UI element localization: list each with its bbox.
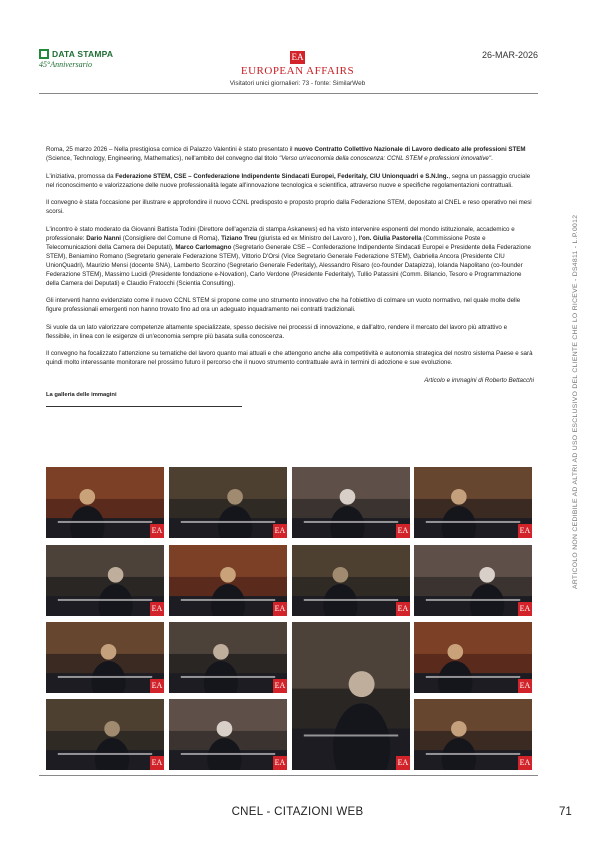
- article-paragraph-4: [46, 225, 534, 288]
- article-paragraph-7: Il convegno ha focalizzato l'attenzione su tematiche del lavoro quanto mai attuali e che attengono anche alla competitività e autonomia strategica del nostro sistema Paese e sarà quindi molto interessante monitorare nel prossimo futuro il percorso che il nuovo strumento contrattuale avrà in termini di adozione e sue evoluzione.: [46, 350, 533, 366]
- header-divider: [39, 93, 538, 94]
- p2-text-2: , segna un passaggio cruciale nel riconoscimento e valorizzazione delle nuove professionalità legate all'innovazione tecnologica e scientifica, attraverso nuove e specifiche regolamentazioni contrattuali.: [46, 172, 531, 189]
- gallery-photo[interactable]: [292, 622, 410, 770]
- gallery-photo[interactable]: [46, 699, 164, 770]
- p4-text-1: L'incontro è stato moderato da Giovanni Battista Todini (Direttore dell'agenzia di stampa Askanews) ed ha visto intervenire esponenti del mondo istituzionale, accademico e professionale:: [46, 225, 515, 242]
- gallery-photo[interactable]: [414, 467, 532, 538]
- publication-name: EUROPEAN AFFAIRS: [240, 65, 355, 77]
- photo-ea-badge: EA: [518, 602, 532, 616]
- article-paragraph-5: Gli interventi hanno evidenziato come il nuovo CCNL STEM si propone come uno strumento innovativo che ha l'obiettivo di colmare un vuoto normativo, nel quale molte delle figure professionali emergenti non hanno trovato fino ad ora un adeguato inquadramento nei contratti tradizionali.: [46, 297, 521, 313]
- gallery-photo[interactable]: [46, 545, 164, 616]
- gallery-photo[interactable]: [169, 545, 287, 616]
- photo-image: [414, 545, 532, 616]
- gallery-photo[interactable]: [414, 622, 532, 693]
- photo-ea-badge: EA: [150, 602, 164, 616]
- page-number: 71: [559, 806, 572, 818]
- article-paragraph-6: Si vuole da un lato valorizzare competenze altamente specializzate, spesso decisive nei processi di innovazione, e dall'altro, rendere il mercato del lavoro più attrattivo e flessibile, in linea con le esigenze di un'economia sempre più basata sulla conoscenza.: [46, 323, 508, 340]
- photo-ea-badge: EA: [396, 602, 410, 616]
- photo-ea-badge: EA: [518, 524, 532, 538]
- photo-ea-badge: EA: [273, 756, 287, 770]
- footer-divider: [39, 775, 538, 776]
- photo-image: [414, 622, 532, 693]
- photo-image: [292, 545, 410, 616]
- p1-italic-1: "Verso un'economia della conoscenza: CCNL STEM e professioni innovative": [279, 155, 492, 162]
- datastampa-brand-name: DATA STAMPA: [52, 49, 114, 59]
- photo-image: [46, 545, 164, 616]
- photo-ea-badge: EA: [518, 679, 532, 693]
- photo-image: [46, 622, 164, 693]
- photo-ea-badge: EA: [273, 602, 287, 616]
- photo-image: [169, 622, 287, 693]
- p4-bold-3: l'on. Giulia Pastorella: [358, 234, 422, 242]
- photo-image: [46, 699, 164, 770]
- p4-text-3: (giurista ed ex Ministro del Lavoro ),: [257, 234, 359, 242]
- datastampa-anniversary: 45°Anniversario: [39, 60, 92, 69]
- gallery-title: La galleria delle immagini: [46, 392, 117, 398]
- photo-ea-badge: EA: [273, 524, 287, 538]
- article-paragraph-2: [46, 172, 534, 190]
- gallery-title-underline: [46, 406, 242, 407]
- gallery-photo[interactable]: [169, 467, 287, 538]
- p4-bold-2: Tiziano Treu: [221, 234, 258, 242]
- photo-image: [169, 467, 287, 538]
- footer-title: CNEL - CITAZIONI WEB: [231, 806, 364, 818]
- p1-bold-1: nuovo Contratto Collettivo Nazionale di Lavoro dedicato alle professioni STEM: [294, 146, 526, 153]
- photo-ea-badge: EA: [396, 524, 410, 538]
- gallery-photo[interactable]: [169, 699, 287, 770]
- p4-bold-4: Marco Carlomagno: [175, 243, 232, 251]
- side-copyright-note: ARTICOLO NON CEDIBILE AD ALTRI AD USO ESCLUSIVO DEL CLIENTE CHE LO RICEVE - DS4811 - L.P.0012: [572, 214, 579, 589]
- p1-text-1: Roma, 25 marzo 2026 – Nella prestigiosa cornice di Palazzo Valentini è stato presentato il: [46, 146, 295, 153]
- gallery-photo[interactable]: [414, 699, 532, 770]
- photo-ea-badge: EA: [150, 756, 164, 770]
- p1-text-2: (Science, Technology, Engineering, Mathematics), nell'ambito del convegno dal titolo: [46, 155, 280, 162]
- photo-image: [292, 467, 410, 538]
- photo-ea-badge: EA: [396, 756, 410, 770]
- photo-image: [169, 699, 287, 770]
- photo-ea-badge: EA: [518, 756, 532, 770]
- gallery-photo[interactable]: [46, 467, 164, 538]
- photo-image: [169, 545, 287, 616]
- photo-image: [414, 467, 532, 538]
- photo-image: [414, 699, 532, 770]
- photo-ea-badge: EA: [150, 524, 164, 538]
- article-paragraph-3: Il convegno è stata l'occasione per illustrare e approfondire il nuovo CCNL predisposto e proposto proprio dalla Federazione STEM, depositato al CNEL e reso operativo nei mesi scorsi.: [46, 199, 532, 215]
- gallery-photo[interactable]: [169, 622, 287, 693]
- photo-image: [46, 467, 164, 538]
- p4-text-4: (Commissione Poste e Telecomunicazioni della Camera dei Deputati),: [46, 234, 486, 251]
- gallery-photo[interactable]: [292, 545, 410, 616]
- publication-date: 26-MAR-2026: [481, 50, 538, 60]
- article-signature: Articolo e immagini di Roberto Bettacchi: [424, 376, 534, 384]
- gallery-photo[interactable]: [292, 467, 410, 538]
- publication-logo-mark: EA: [291, 52, 304, 62]
- article-body: [46, 145, 534, 407]
- gallery-photo[interactable]: [46, 622, 164, 693]
- visitors-line: Visitatori unici giornalieri: 73 - fonte: SimilarWeb: [229, 80, 366, 87]
- p4-bold-1: Dario Nanni: [86, 234, 121, 242]
- p2-bold-1: Federazione STEM, CSE – Confederazione Indipendente Sindacati Europei, Federitaly, CIU Unionquadri e S.N.Ing.: [115, 172, 449, 180]
- photo-ea-badge: EA: [150, 679, 164, 693]
- p2-text-1: L'iniziativa, promossa da: [46, 172, 116, 180]
- photo-image: [292, 622, 410, 770]
- p4-text-2: (Consigliere del Comune di Roma),: [120, 234, 222, 242]
- gallery-photo[interactable]: [414, 545, 532, 616]
- p1-text-3: .: [491, 155, 493, 162]
- photo-ea-badge: EA: [273, 679, 287, 693]
- article-paragraph-1: [46, 145, 534, 163]
- p4-text-5: (Segretario Generale CSE – Confederazione Indipendente Sindacati Europei e Presidente della Federazione STEM), Beniamino Romano (Segretario generale Federazione STEM), Vittorio D'Orsi (Vice Segretario Generale Federazione STEM), Gabriella Ancora (Presidente CIU UnionQuadri), Maurizio Mensi (docente SNA), Lamberto Scorzino (Segretario Generale Federitaly), Alessandro Risaro (co-founder Datapizza), Iolanda Napolitano (co-founder Federazione STEM), Massimo Lucidi (Presidente fondazione e-Novation), Carlo Verdone (Presidente Federitaly), Tullio Patassini (Comm. Bilancio, Tesoro e Programmazione della Camera dei Deputati) e Claudio Fratocchi (Scientia Consulting).: [46, 243, 531, 287]
